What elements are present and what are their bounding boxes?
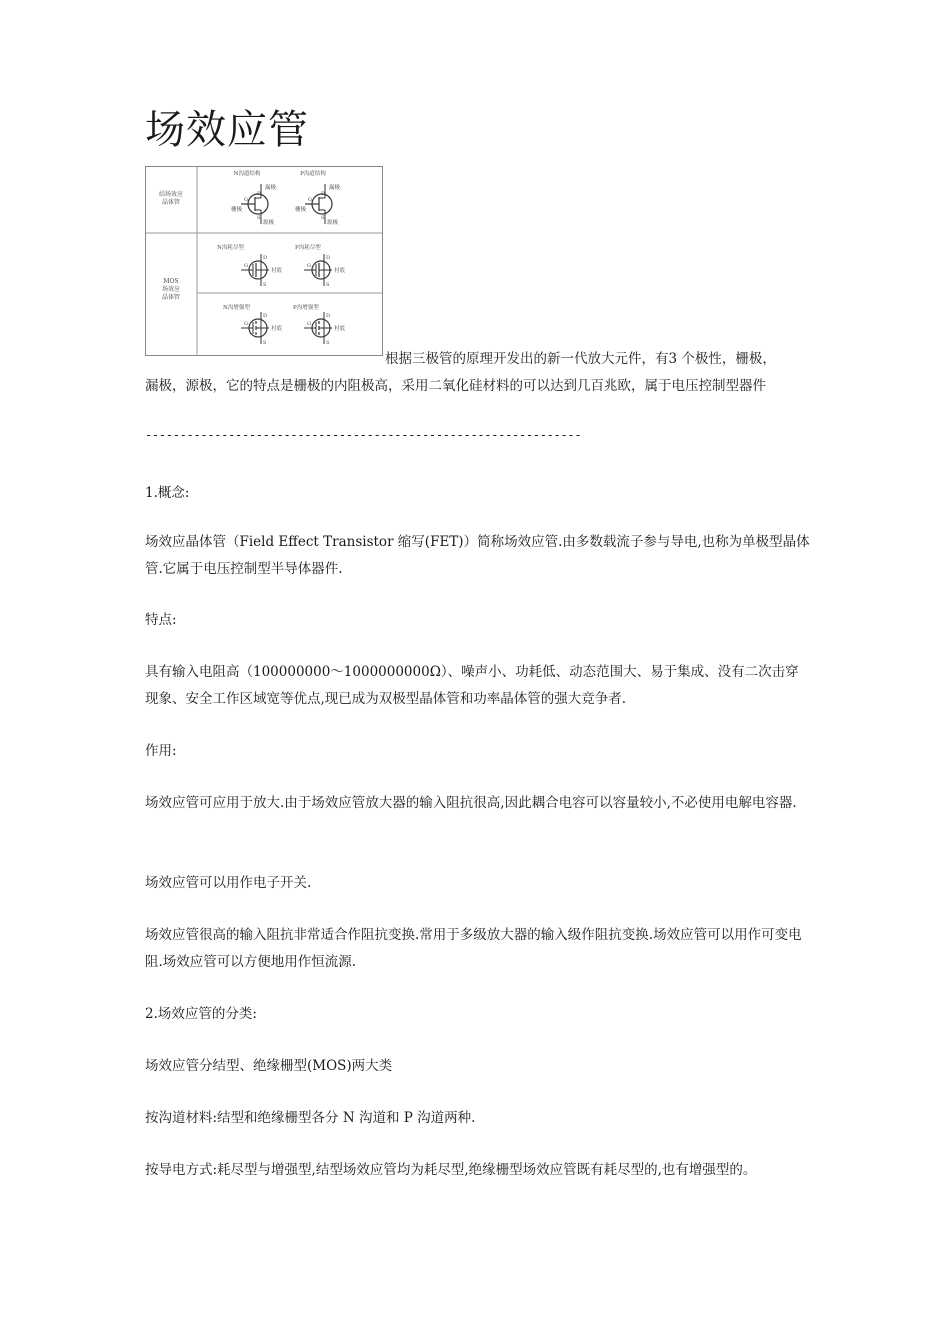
svg-text:D: D [257, 191, 262, 197]
paragraph-use-amplify: 场效应管可应用于放大.由于场效应管放大器的输入阻抗很高,因此耦合电容可以容量较小,不必使用电解电容器. [145, 795, 797, 811]
svg-text:D: D [263, 255, 268, 261]
paragraph-classification-types: 场效应管分结型、绝缘栅型(MOS)两大类 [145, 1058, 393, 1074]
svg-text:漏极: 漏极 [265, 185, 277, 191]
svg-text:D: D [263, 313, 268, 319]
paragraph-conduction-mode: 按导电方式:耗尽型与增强型,结型场效应管均为耗尽型,绝缘栅型场效应管既有耗尽型的,也有增强型的。 [145, 1162, 757, 1178]
paragraph-use-impedance: 场效应管很高的输入阻抗非常适合作阻抗变换.常用于多级放大器的输入级作阻抗变换.场效应管可以用作可变电阻.场效应管可以方便地用作恒流源. [145, 927, 802, 970]
fet-symbol-table-figure [145, 166, 383, 356]
row1-label-line1: 结场效应 [158, 191, 184, 198]
svg-text:D: D [321, 191, 326, 197]
row1-label-line2: 晶体管 [161, 199, 181, 206]
svg-text:衬底: 衬底 [334, 326, 346, 332]
svg-text:S: S [263, 340, 267, 346]
section-heading-uses: 作用: [145, 743, 177, 759]
svg-text:N沟耗尽型: N沟耗尽型 [217, 245, 244, 251]
svg-text:P沟增强型: P沟增强型 [293, 305, 319, 311]
section-heading-classification: 2.场效应管的分类: [145, 1006, 257, 1022]
svg-text:源极: 源极 [327, 220, 339, 226]
section-heading-concept: 1.概念: [145, 485, 190, 501]
svg-text:S: S [321, 215, 325, 221]
svg-text:S: S [263, 282, 267, 288]
paragraph-concept: 场效应晶体管（Field Effect Transistor 缩写(FET)）简称场效应管.由多数载流子参与导电,也称为单极型晶体管.它属于电压控制型半导体器件. [145, 534, 810, 577]
svg-text:G: G [307, 321, 311, 327]
svg-text:G: G [244, 197, 248, 203]
svg-text:D: D [326, 255, 331, 261]
svg-text:P沟耗尽型: P沟耗尽型 [295, 245, 321, 251]
svg-text:漏极: 漏极 [329, 185, 341, 191]
intro-line-2: 漏极，源极，它的特点是栅极的内阻极高，采用二氧化硅材料的可以达到几百兆欧，属于电压控制型器件 [145, 378, 766, 394]
paragraph-use-switch: 场效应管可以用作电子开关. [145, 875, 312, 891]
svg-text:衬底: 衬底 [334, 268, 346, 274]
svg-text:P沟道结构: P沟道结构 [300, 171, 326, 177]
svg-text:S: S [257, 215, 261, 221]
svg-text:N沟增强型: N沟增强型 [223, 305, 250, 311]
svg-text:N沟道结构: N沟道结构 [233, 171, 261, 177]
paragraph-channel-material: 按沟道材料:结型和绝缘栅型各分 N 沟道和 P 沟道两种. [145, 1110, 476, 1126]
svg-text:G: G [307, 263, 311, 269]
svg-text:S: S [326, 282, 330, 288]
svg-text:S: S [326, 340, 330, 346]
svg-text:栅极: 栅极 [295, 207, 307, 213]
row2-label-line1: MOS [163, 278, 179, 285]
svg-text:衬底: 衬底 [271, 326, 283, 332]
page-title: 场效应管 [145, 107, 309, 153]
svg-text:D: D [326, 313, 331, 319]
svg-text:G: G [308, 197, 312, 203]
dashed-divider: --------------------------------------------------------------- [145, 428, 582, 442]
intro-line-1: 根据三极管的原理开发出的新一代放大元件，有3 个极性，栅极， [385, 351, 776, 367]
svg-text:衬底: 衬底 [271, 268, 283, 274]
svg-text:栅极: 栅极 [231, 207, 243, 213]
svg-text:G: G [244, 321, 248, 327]
row2-label-line3: 晶体管 [161, 294, 181, 301]
row2-label-line2: 场效应 [161, 286, 181, 293]
svg-text:源极: 源极 [263, 220, 275, 226]
section-heading-features: 特点: [145, 612, 177, 628]
paragraph-features: 具有输入电阻高（100000000～1000000000Ω）、噪声小、功耗低、动态范围大、易于集成、没有二次击穿现象、安全工作区域宽等优点,现已成为双极型晶体管和功率晶体管的强大竞争者. [145, 664, 799, 707]
svg-text:G: G [244, 263, 248, 269]
